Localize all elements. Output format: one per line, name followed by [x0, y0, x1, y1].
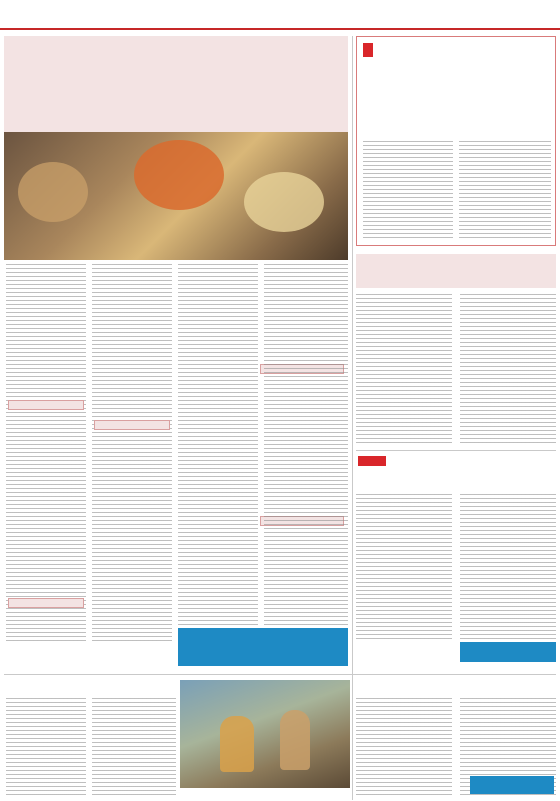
third-story-col-1 [356, 494, 452, 640]
person-shape-2 [280, 710, 310, 770]
politics-col-1 [363, 141, 453, 241]
left-bottom-col-1 [6, 698, 86, 796]
subhead-box-2 [8, 598, 84, 608]
left-bottom-col-2 [92, 698, 176, 796]
badge-bottom-right [470, 776, 554, 794]
bottom-photo [180, 680, 350, 788]
main-vertical-divider [352, 36, 353, 800]
second-story-body [356, 294, 452, 304]
bowl-left-shape [18, 162, 88, 222]
second-story-col-1 [356, 294, 452, 444]
third-story-col-2 [460, 494, 556, 640]
person-shape-1 [220, 716, 254, 772]
right-bottom-col-1 [356, 698, 452, 796]
right-divider-1 [356, 450, 556, 451]
top-story-photo [4, 132, 348, 260]
bowl-right-shape [244, 172, 324, 232]
masthead [0, 0, 560, 30]
subhead-box-1 [8, 400, 84, 410]
left-bottom-body [6, 698, 86, 708]
top-story-body [6, 264, 86, 274]
third-story-tag [358, 456, 386, 466]
top-story-col-1 [6, 264, 86, 642]
bowl-center-shape [134, 140, 224, 210]
info-strip [460, 642, 556, 662]
politics-tag [363, 43, 373, 57]
politics-col-2 [459, 141, 551, 241]
third-story-body [356, 494, 452, 504]
second-story-headline-band [356, 254, 556, 288]
top-story-col-4 [264, 264, 348, 642]
top-story-col-2 [92, 264, 172, 642]
top-story-col-3 [178, 264, 258, 642]
second-story-col-2 [460, 294, 556, 444]
right-bottom-body [356, 698, 452, 708]
politics-box [356, 36, 556, 246]
politics-body [363, 141, 453, 151]
subhead-box-3 [94, 420, 170, 430]
top-story-headline-band [4, 36, 348, 132]
promo-banner [178, 628, 348, 666]
bottom-divider [4, 674, 556, 675]
